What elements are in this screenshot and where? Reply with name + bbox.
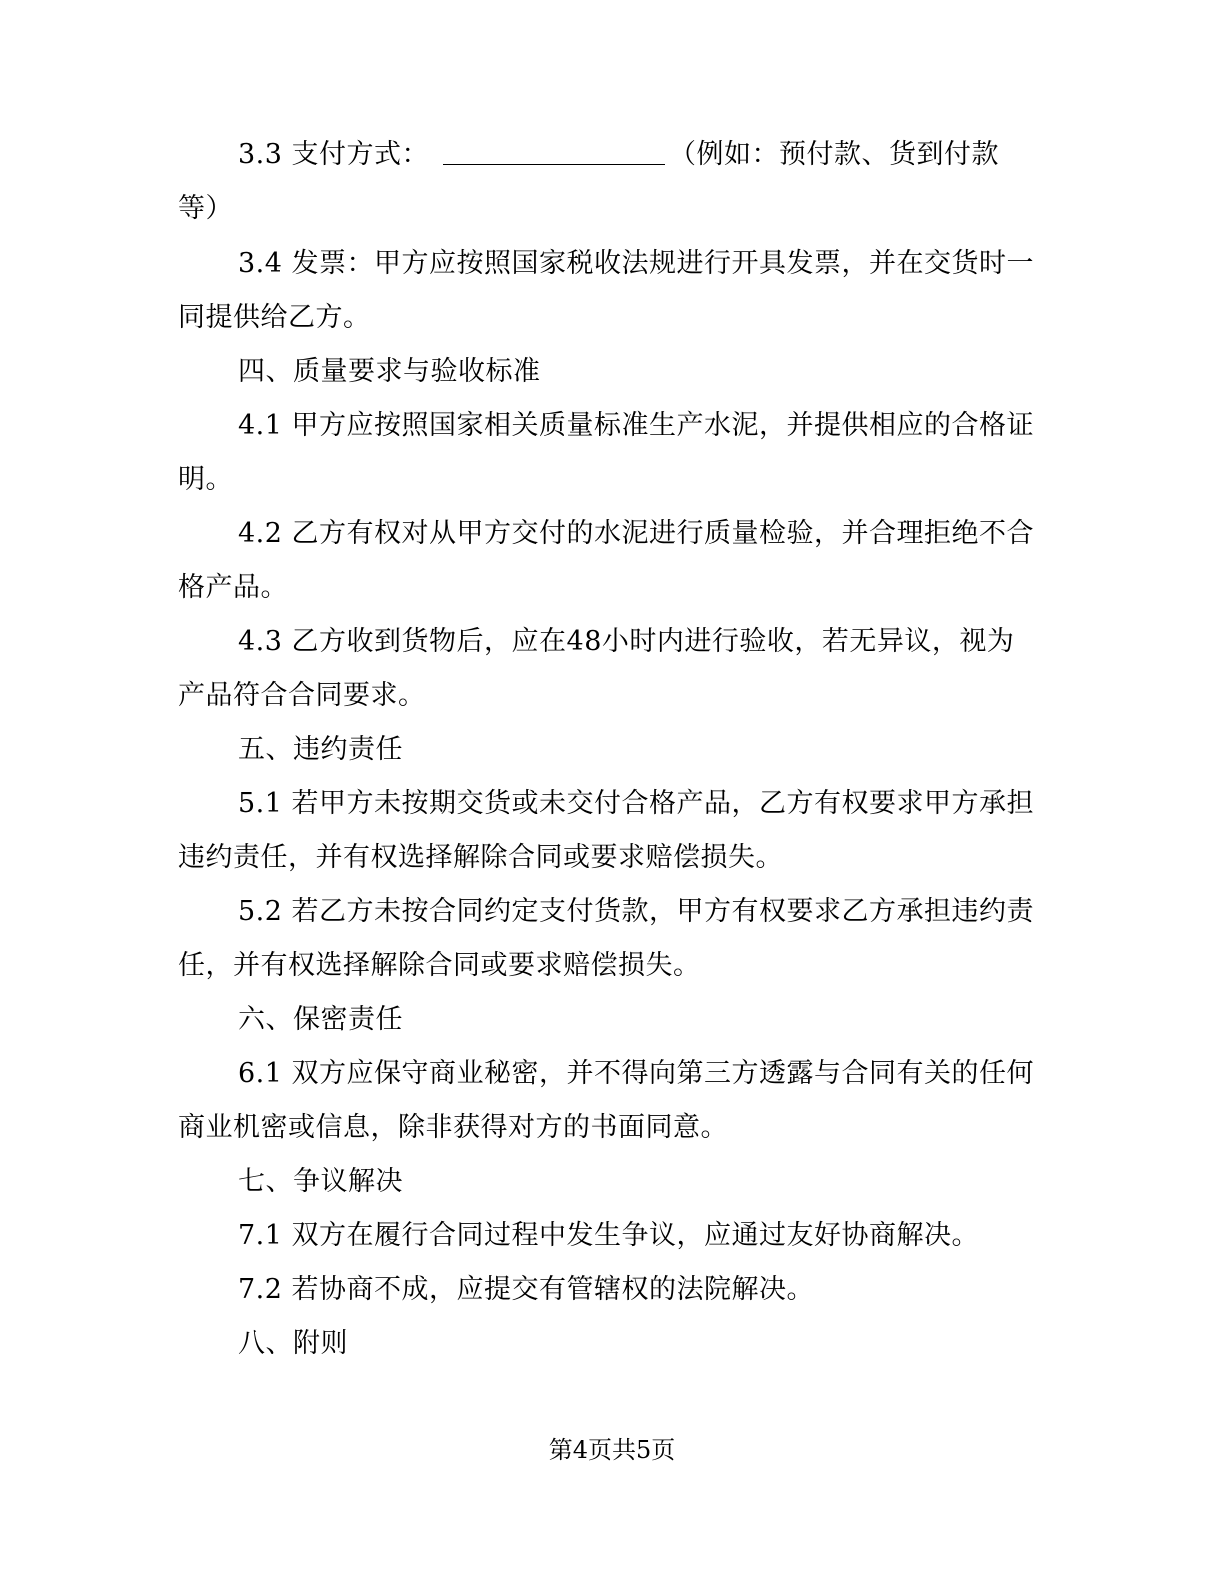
clause-4-1: 4.1 甲方应按照国家相关质量标准生产水泥，并提供相应的合格证明。 [178, 410, 1035, 495]
clause-3-3-rest: （例如：预付款、货到付款等） [178, 139, 1000, 224]
payment-method-blank [443, 138, 665, 165]
section-heading-6: 六、保密责任 [238, 1004, 403, 1035]
page-number: 第4页共5页 [548, 1436, 676, 1464]
clause-3-4: 3.4 发票：甲方应按照国家税收法规进行开具发票，并在交货时一同提供给乙方。 [178, 248, 1035, 333]
clause-4-3: 4.3 乙方收到货物后，应在48小时内进行验收，若无异议，视为产品符合合同要求。 [178, 626, 1015, 711]
clause-5-1: 5.1 若甲方未按期交货或未交付合格产品，乙方有权要求甲方承担违约责任，并有权选择解除合同或要求赔偿损失。 [178, 788, 1035, 873]
clause-3-3-label: 3.3 支付方式： [238, 139, 430, 170]
clause-7-2: 7.2 若协商不成，应提交有管辖权的法院解决。 [238, 1274, 815, 1305]
clause-3-3 [178, 128, 1038, 236]
section-heading-4: 四、质量要求与验收标准 [238, 356, 541, 387]
section-heading-7: 七、争议解决 [238, 1166, 403, 1197]
clause-6-1: 6.1 双方应保守商业秘密，并不得向第三方透露与合同有关的任何商业机密或信息，除非获得对方的书面同意。 [178, 1058, 1035, 1143]
section-heading-8: 八、附则 [238, 1328, 348, 1359]
clause-4-2: 4.2 乙方有权对从甲方交付的水泥进行质量检验，并合理拒绝不合格产品。 [178, 518, 1035, 603]
clause-7-1: 7.1 双方在履行合同过程中发生争议，应通过友好协商解决。 [238, 1220, 980, 1251]
section-heading-5: 五、违约责任 [238, 734, 403, 765]
clause-5-2: 5.2 若乙方未按合同约定支付货款，甲方有权要求乙方承担违约责任，并有权选择解除合同或要求赔偿损失。 [178, 896, 1035, 981]
